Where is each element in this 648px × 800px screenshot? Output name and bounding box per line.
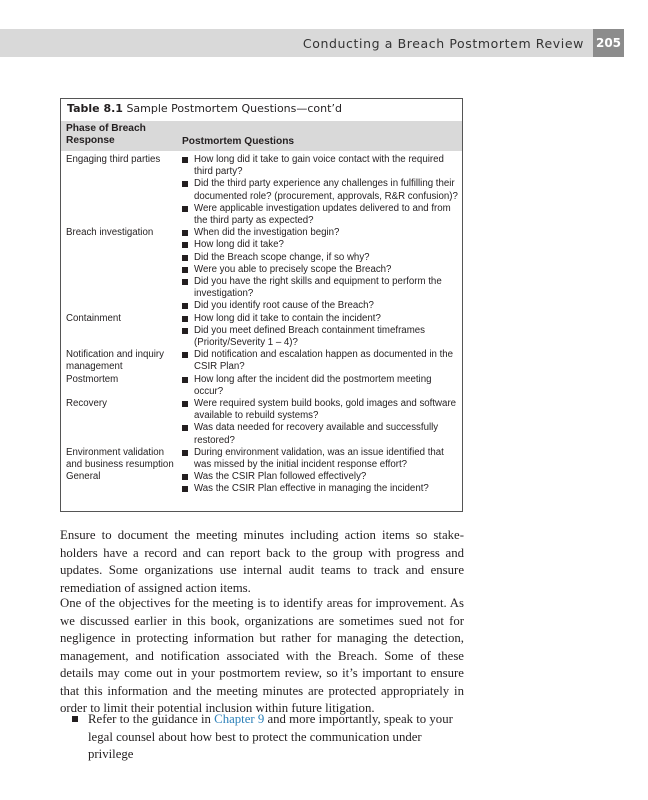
page-number: 205 <box>593 29 624 57</box>
question-item: During environment validation, was an issue identified that was missed by the initial incident response effort? <box>182 447 458 471</box>
question-item: How long did it take? <box>182 239 458 251</box>
table-row <box>61 227 462 312</box>
column-header-phase: Phase of Breach Response <box>66 123 146 146</box>
questions-cell <box>182 313 458 350</box>
phase-cell: Containment <box>66 312 121 324</box>
table-row <box>61 313 462 350</box>
table-caption-text: Sample Postmortem Questions—cont’d <box>126 102 342 115</box>
question-item: Did the Breach scope change, if so why? <box>182 252 458 264</box>
paragraph-objectives: One of the objectives for the meeting is to identify areas for improvement. As we discussed earlier in this book, organizations are sometimes sued not for negligence in protecting information but rather for managing the detection, management, and notification associated with the Breach. Some of these details may come out in your postmortem review, so it’s important to ensure that this information and the meeting minutes are protected appropriately in order to limit their potential inclusion within future litigation. <box>60 596 464 715</box>
question-item: Was data needed for recovery available and successfully restored? <box>182 422 458 446</box>
question-item: How long did it take to gain voice contact with the required third party? <box>182 154 458 178</box>
question-item: Did you have the right skills and equipment to perform the investigation? <box>182 276 458 300</box>
question-item: How long did it take to contain the incident? <box>182 313 458 325</box>
paragraph-meeting-minutes: Ensure to document the meeting minutes including action items so stakeholders have a record and can report back to the group with progress and updates. Some organizations use internal audit teams to track and ensure remediation of assigned action items. <box>60 528 464 595</box>
questions-cell <box>182 374 458 398</box>
postmortem-questions-table <box>60 98 463 512</box>
bullet-item-guidance <box>72 711 464 764</box>
questions-cell <box>182 349 458 373</box>
question-item: Were applicable investigation updates delivered to and from the third party as expected? <box>182 203 458 227</box>
table-label: Table 8.1 <box>67 102 123 115</box>
question-item: How long after the incident did the postmortem meeting occur? <box>182 374 458 398</box>
chapter-9-link[interactable]: Chapter 9 <box>214 712 265 726</box>
questions-cell <box>182 471 458 495</box>
phase-cell: General <box>66 471 101 483</box>
question-item: Was the CSIR Plan followed effectively? <box>182 471 458 483</box>
bullet-text <box>88 711 464 764</box>
table-row <box>61 374 462 398</box>
question-item: When did the investigation begin? <box>182 227 458 239</box>
question-item: Did the third party experience any challenges in fulfilling their documented role? (procurement, approvals, R&R confusion)? <box>182 178 458 202</box>
table-caption <box>67 102 342 115</box>
table-body <box>61 154 462 496</box>
table-row <box>61 154 462 227</box>
phase-cell: Recovery <box>66 398 107 410</box>
table-row <box>61 471 462 495</box>
phase-cell: Engaging third parties <box>66 154 161 165</box>
question-item: Did you meet defined Breach containment timeframes (Priority/Severity 1 – 4)? <box>182 325 458 349</box>
table-header-row <box>61 121 462 151</box>
question-item: Did notification and escalation happen as documented in the CSIR Plan? <box>182 349 458 373</box>
bullet-text-after: and more importantly, speak to your legal counsel about how best to protect the communication under privilege <box>88 712 453 761</box>
bullet-marker <box>72 716 78 722</box>
bullet-text-before: Refer to the guidance in <box>88 712 215 726</box>
question-item: Did you identify root cause of the Breach? <box>182 300 458 312</box>
phase-cell: Environment validation and business resumption <box>66 446 174 471</box>
question-item: Was the CSIR Plan effective in managing the incident? <box>182 483 458 495</box>
phase-cell: Notification and inquiry management <box>66 349 165 373</box>
questions-cell <box>182 227 458 312</box>
questions-cell <box>182 398 458 447</box>
questions-cell <box>182 154 458 227</box>
question-item: Were you able to precisely scope the Breach? <box>182 264 458 276</box>
phase-cell: Breach investigation <box>66 227 154 239</box>
questions-cell <box>182 447 458 471</box>
column-header-questions: Postmortem Questions <box>182 136 295 147</box>
phase-cell: Postmortem <box>66 373 119 385</box>
running-header-title: Conducting a Breach Postmortem Review <box>302 36 584 51</box>
table-row <box>61 447 462 471</box>
question-item: Were required system build books, gold images and software available to rebuild systems? <box>182 398 458 422</box>
table-row <box>61 398 462 447</box>
table-row <box>61 349 462 373</box>
